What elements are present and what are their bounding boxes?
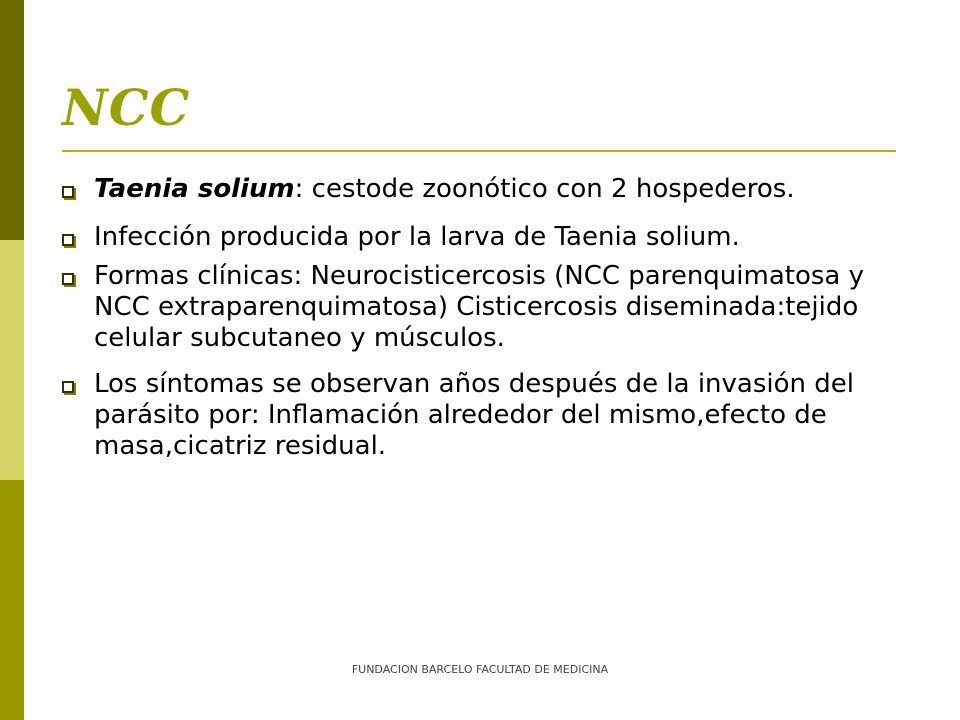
title-divider: [62, 150, 896, 152]
slide-title: NCC: [62, 78, 191, 137]
square-bullet-icon: [62, 186, 74, 198]
bullet-list: [62, 174, 912, 462]
bullet-text: : cestode zoonótico con 2 hospederos.: [294, 174, 795, 204]
square-bullet-icon: [62, 381, 74, 393]
bullet-text: Formas clínicas: Neurocisticercosis (NCC parenquimatosa y NCC extraparenquimatosa) Cisticercosis diseminada:tejido celular subcutaneo y músculos.: [94, 261, 864, 353]
sidebar-segment-bottom: [0, 480, 24, 720]
bullet-emphasis: Taenia solium: [94, 174, 295, 204]
bullet-item: [62, 174, 912, 205]
bullet-item: [62, 261, 912, 354]
square-bullet-icon: [62, 273, 74, 285]
bullet-text: Los síntomas se observan años después de la invasión del parásito por: Inflamación alrededor del mismo,efecto de masa,cicatriz residual.: [94, 369, 854, 461]
sidebar-segment-top: [0, 0, 24, 240]
sidebar-segment-middle: [0, 240, 24, 480]
bullet-text: Infección producida por la larva de Taenia solium.: [94, 222, 740, 252]
bullet-item: [62, 369, 912, 462]
bullet-item: [62, 222, 912, 253]
square-bullet-icon: [62, 234, 74, 246]
sidebar-decoration: [0, 0, 24, 720]
slide-footer: FUNDACION BARCELO FACULTAD DE MEDICINA: [351, 663, 609, 676]
